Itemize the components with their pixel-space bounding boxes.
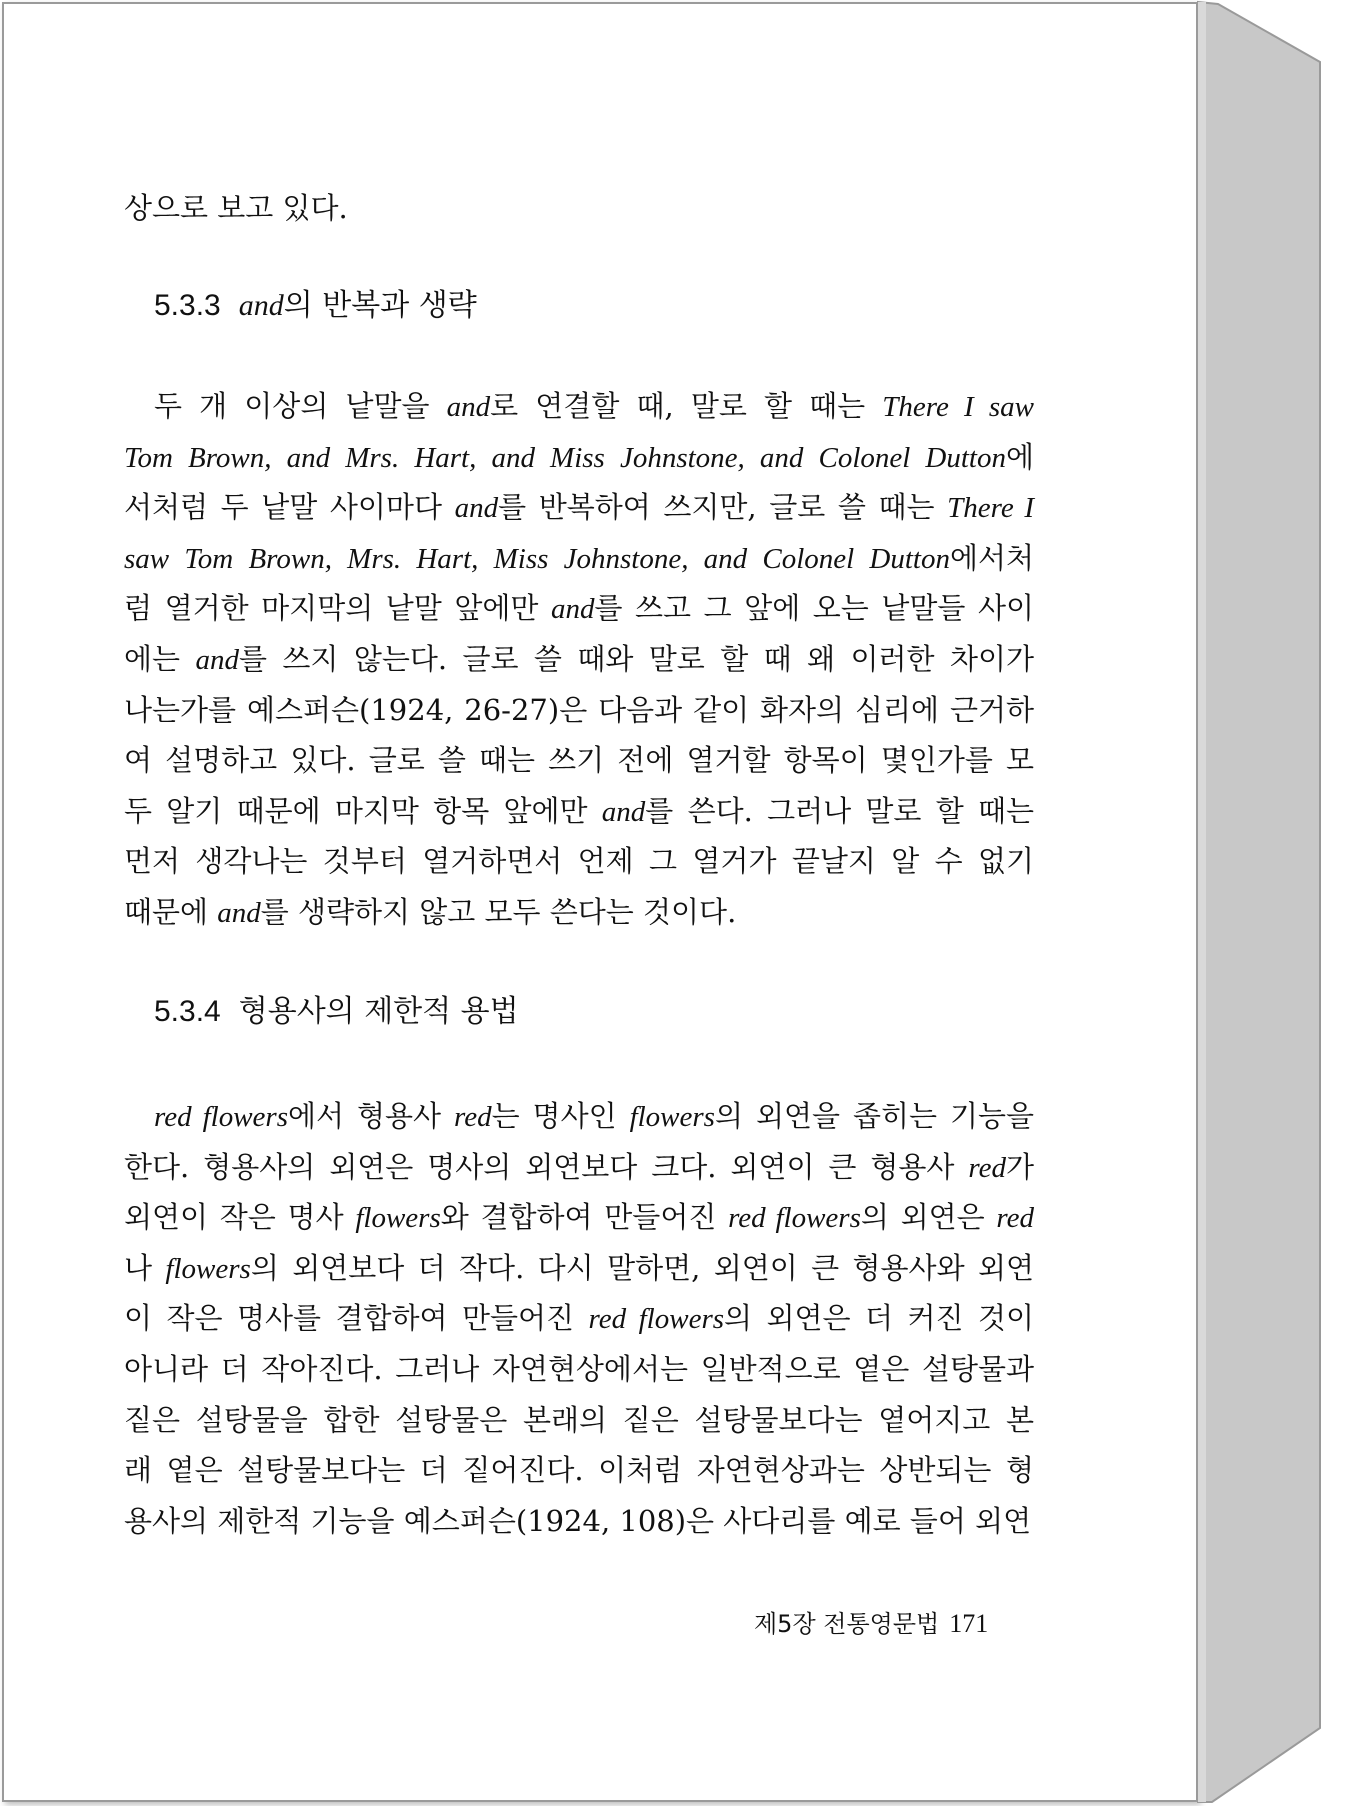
english-example: flowers bbox=[629, 1101, 715, 1133]
text-run: 이 작은 명사를 결합하여 만들어진 bbox=[124, 1301, 589, 1336]
english-example: red flowers bbox=[588, 1303, 725, 1336]
text-run: 를 반복하여 쓰지만, 글로 쓸 때는 bbox=[498, 490, 948, 525]
text-run: 의 외연은 더 커진 것이 bbox=[724, 1301, 1035, 1336]
text-run: 아니라 더 작아진다. 그러나 자연현상에서는 일반적으로 옅은 설탕물과 bbox=[124, 1352, 1034, 1386]
text-run: 때문에 bbox=[124, 895, 218, 929]
english-example: red bbox=[996, 1202, 1034, 1235]
text-run: 나 bbox=[124, 1250, 166, 1285]
text-run: 를 쓴다. 그러나 말로 할 때는 bbox=[645, 793, 1034, 828]
english-example: saw Tom Brown, Mrs. Hart, Miss Johnstone, and Colonel Dutton bbox=[124, 542, 950, 575]
text-line bbox=[124, 588, 1034, 629]
text-line bbox=[124, 639, 1034, 680]
section-heading-5-3-4 bbox=[154, 992, 519, 1032]
text-line bbox=[154, 1096, 1034, 1137]
text-run: 짙은 설탕물을 합한 설탕물은 본래의 짙은 설탕물보다는 옅어지고 본 bbox=[124, 1402, 1034, 1437]
section-number: 5.3.4 bbox=[154, 995, 221, 1028]
text-run: 럼 열거한 마지막의 낱말 앞에만 bbox=[124, 591, 551, 626]
english-example: red flowers bbox=[154, 1101, 288, 1133]
text-line bbox=[124, 538, 1034, 579]
text-run: 는 명사인 bbox=[491, 1099, 630, 1133]
text-run: 에 bbox=[1005, 439, 1034, 474]
text-run: 여 설명하고 있다. 글로 쓸 때는 쓰기 전에 열거할 항목이 몇인가를 모 bbox=[124, 743, 1034, 778]
english-example: There I saw bbox=[882, 391, 1034, 423]
english-example: flowers bbox=[355, 1202, 441, 1235]
english-example: Tom Brown, and Mrs. Hart, and Miss Johnstone, and Colonel Dutton bbox=[124, 441, 1006, 474]
text-line bbox=[124, 1349, 1034, 1389]
section-title: 형용사의 제한적 용법 bbox=[238, 994, 519, 1029]
text-run: 에서처 bbox=[949, 540, 1034, 575]
text-run: 를 쓰고 그 앞에 오는 낱말들 사이 bbox=[594, 591, 1034, 626]
text-line bbox=[124, 1248, 1034, 1289]
text-run: 한다. 형용사의 외연은 명사의 외연보다 크다. 외연이 큰 형용사 bbox=[124, 1149, 969, 1184]
english-example: and bbox=[217, 897, 261, 929]
text-line bbox=[124, 690, 1034, 730]
text-run: 의 외연보다 더 작다. 다시 말하면, 외연이 큰 형용사와 외연 bbox=[250, 1250, 1034, 1285]
text-line bbox=[124, 1298, 1034, 1339]
running-footer bbox=[754, 1608, 988, 1640]
page-number: 171 bbox=[949, 1609, 989, 1638]
text-run: 두 알기 때문에 마지막 항목 앞에만 bbox=[124, 793, 602, 828]
section-heading-5-3-3 bbox=[154, 286, 477, 326]
text-run: 가 bbox=[1005, 1149, 1034, 1184]
chapter-title: 제5장 전통영문법 bbox=[754, 1610, 940, 1638]
text-line bbox=[124, 1450, 1034, 1490]
english-example: and bbox=[550, 593, 595, 626]
text-run: 외연이 작은 명사 bbox=[124, 1200, 356, 1235]
text-run: 먼저 생각나는 것부터 열거하면서 언제 그 열거가 끝날지 알 수 없기 bbox=[124, 844, 1034, 879]
section-title-en: and bbox=[238, 289, 284, 322]
text-line bbox=[124, 1400, 1034, 1440]
english-example: and bbox=[195, 644, 239, 676]
text-line bbox=[124, 1197, 1034, 1238]
section-title: 의 반복과 생략 bbox=[283, 288, 477, 323]
text-run: 를 쓰지 않는다. 글로 쓸 때와 말로 할 때 왜 이러한 차이가 bbox=[238, 642, 1035, 676]
text-run: 서처럼 두 낱말 사이마다 bbox=[124, 490, 455, 525]
text-run: 의 외연은 bbox=[860, 1200, 997, 1235]
text-run: 로 연결할 때, 말로 할 때는 bbox=[490, 389, 883, 423]
english-example: red bbox=[968, 1151, 1006, 1184]
text-run: 와 결합하여 만들어진 bbox=[440, 1200, 729, 1235]
text-run: 의 외연을 좁히는 기능을 bbox=[714, 1099, 1034, 1133]
text-line bbox=[124, 791, 1034, 832]
text-run: 나는가를 예스퍼슨(1924, 26-27)은 다음과 같이 화자의 심리에 근거하 bbox=[124, 692, 1034, 727]
english-example: and bbox=[454, 492, 499, 525]
english-example: and bbox=[601, 795, 646, 828]
english-example: flowers bbox=[165, 1252, 251, 1285]
intro-line: 상으로 보고 있다. bbox=[124, 191, 348, 225]
text-line bbox=[124, 892, 1034, 933]
text-line bbox=[124, 1501, 1034, 1541]
text-line bbox=[124, 437, 1034, 478]
text-line bbox=[124, 1147, 1034, 1188]
text-run: 용사의 제한적 기능을 예스퍼슨(1924, 108)은 사다리를 예로 들어 외연 bbox=[124, 1503, 1032, 1538]
text-run: 에서 형용사 bbox=[287, 1099, 454, 1133]
text-line bbox=[124, 841, 1034, 881]
section-number: 5.3.3 bbox=[154, 289, 221, 322]
english-example: There I bbox=[947, 492, 1035, 525]
text-run: 래 옅은 설탕물보다는 더 짙어진다. 이처럼 자연현상과는 상반되는 형 bbox=[124, 1453, 1034, 1488]
english-example: and bbox=[446, 391, 491, 423]
text-line bbox=[154, 386, 1034, 427]
text-line bbox=[124, 740, 1034, 780]
text-run: 를 생략하지 않고 모두 쓴다는 것이다. bbox=[260, 895, 737, 929]
english-example: red flowers bbox=[728, 1202, 861, 1235]
text-run: 에는 bbox=[124, 642, 196, 676]
english-example: red bbox=[453, 1101, 492, 1133]
text-line bbox=[124, 487, 1034, 528]
text-run: 두 개 이상의 낱말을 bbox=[154, 389, 447, 423]
